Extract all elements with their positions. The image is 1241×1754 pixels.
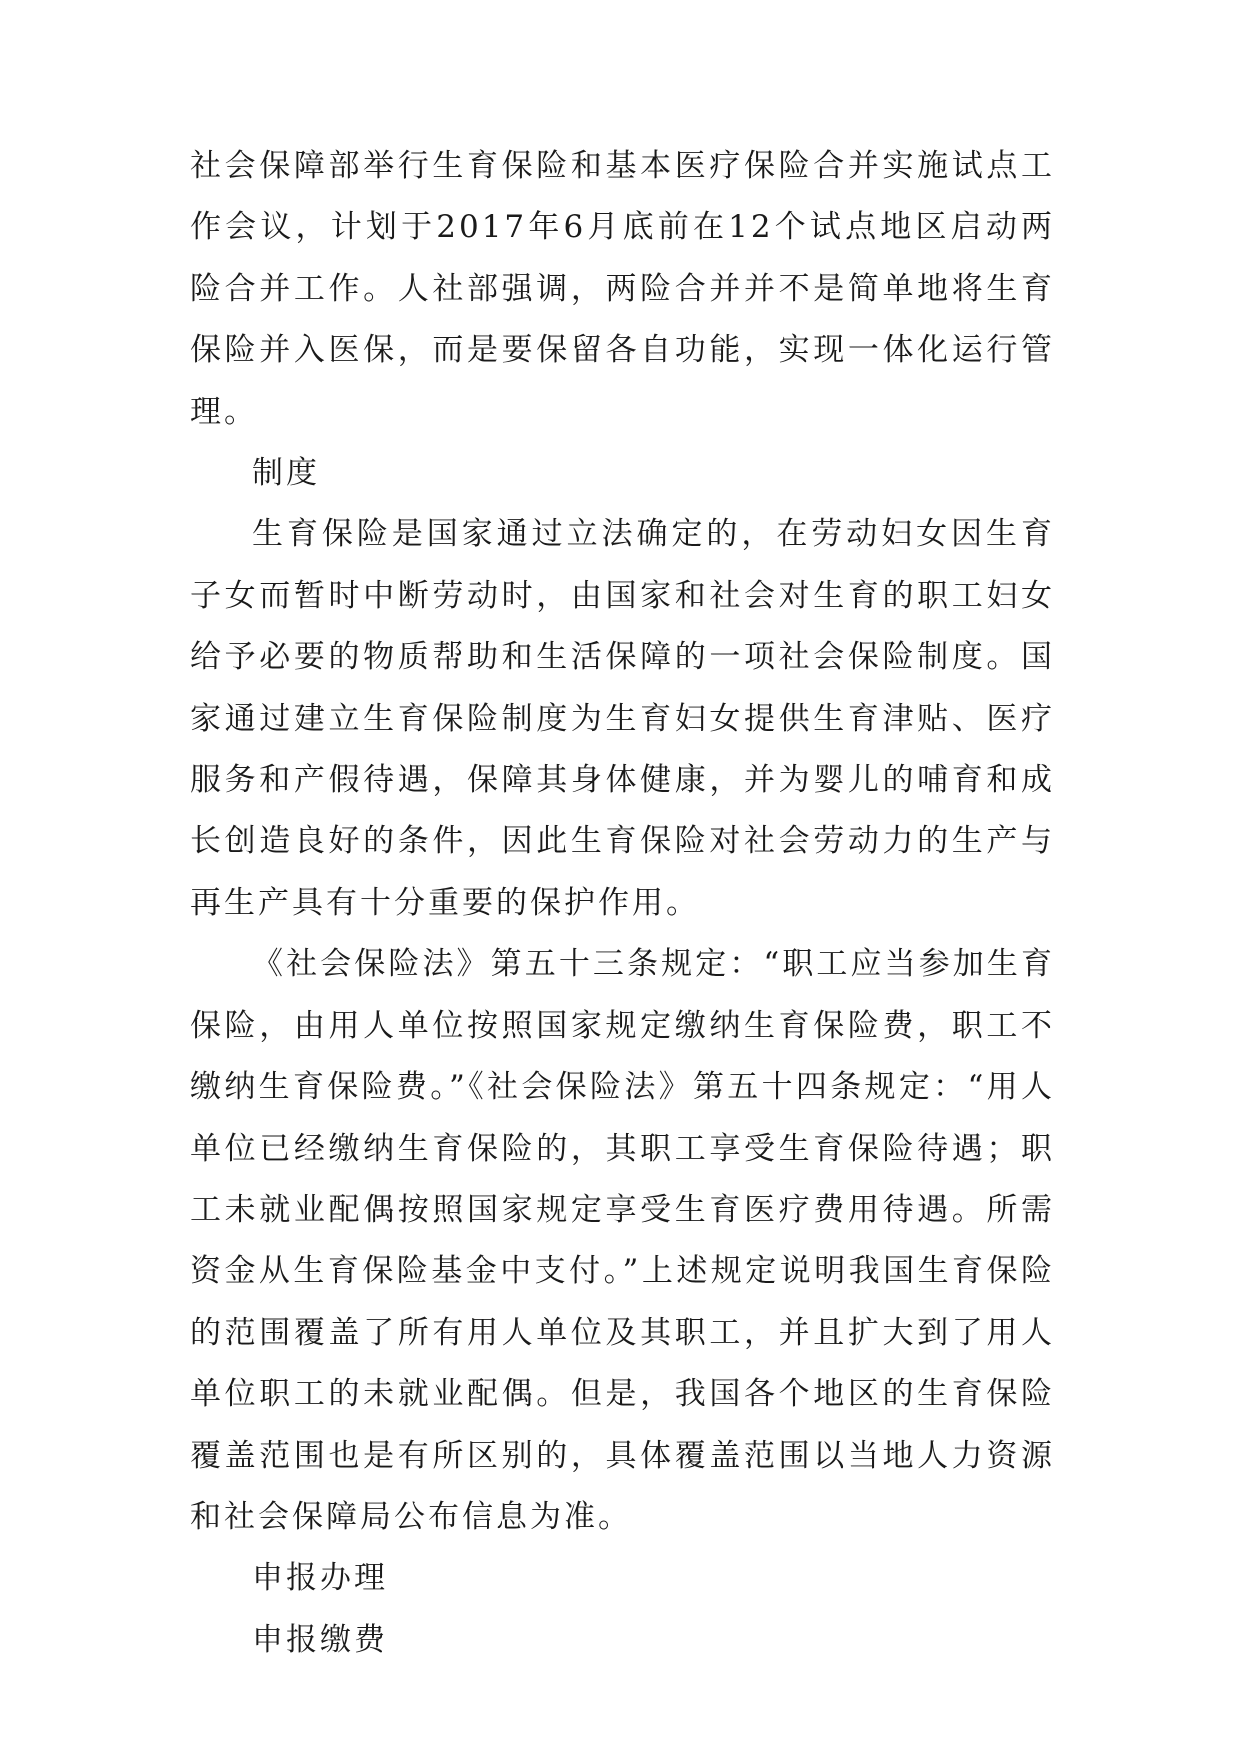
- paragraph-definition: 生育保险是国家通过立法确定的，在劳动妇女因生育子女而暂时中断劳动时，由国家和社会对生育的职工妇女给予必要的物质帮助和生活保障的一项社会保险制度。国家通过建立生育保险制度为生育妇女提供生育津贴、医疗服务和产假待遇，保障其身体健康，并为婴儿的哺育和成长创造良好的条件，因此生育保险对社会劳动力的生产与再生产具有十分重要的保护作用。: [190, 516, 1055, 921]
- paragraph-intro: 社会保障部举行生育保险和基本医疗保险合并实施试点工作会议，计划于2017年6月底前在12个试点地区启动两险合并工作。人社部强调，两险合并并不是简单地将生育保险并入医保，而是要保留各自功能，实现一体化运行管理。: [190, 148, 1055, 430]
- paragraph-law: 《社会保险法》第五十三条规定：“职工应当参加生育保险，由用人单位按照国家规定缴纳生育保险费，职工不缴纳生育保险费。”《社会保险法》第五十四条规定：“用人单位已经缴纳生育保险的，其职工享受生育保险待遇；职工未就业配偶按照国家规定享受生育医疗费用待遇。所需资金从生育保险基金中支付。”上述规定说明我国生育保险的范围覆盖了所有用人单位及其职工，并且扩大到了用人单位职工的未就业配偶。但是，我国各个地区的生育保险覆盖范围也是有所区别的，具体覆盖范围以当地人力资源和社会保障局公布信息为准。: [190, 946, 1055, 1535]
- heading-application: 申报办理: [252, 1560, 388, 1597]
- document-body: [190, 136, 1055, 1671]
- heading-system: 制度: [252, 455, 320, 492]
- heading-payment: 申报缴费: [252, 1621, 388, 1658]
